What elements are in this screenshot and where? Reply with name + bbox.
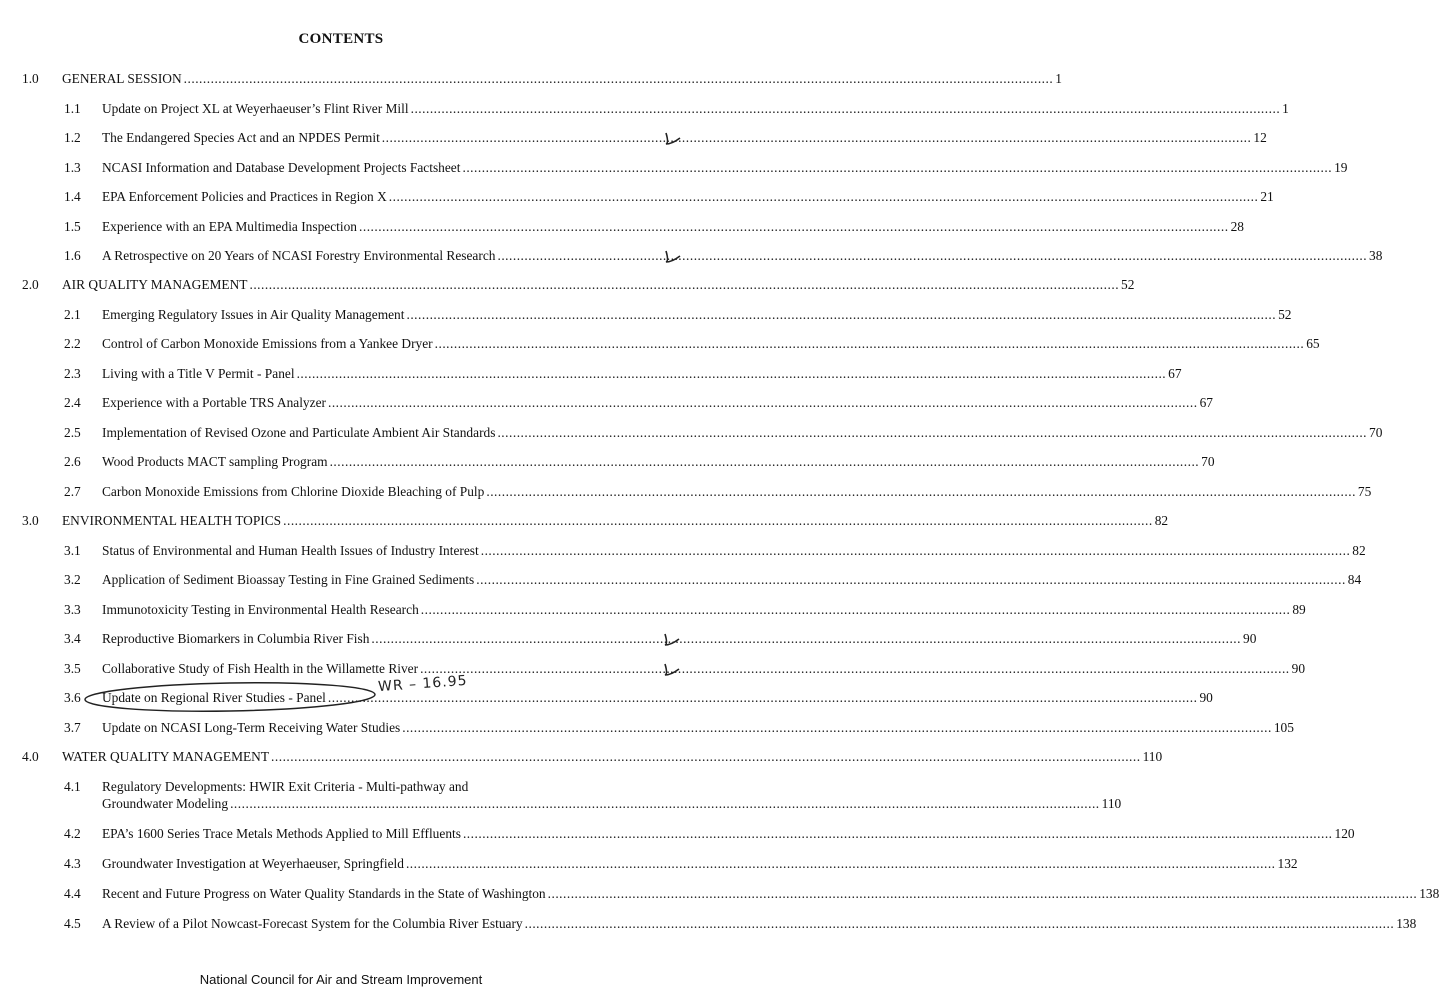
entry-title: Experience with a Portable TRS Analyzer [102,395,326,410]
page-number: 52 [1121,277,1135,292]
entry-title: Reproductive Biomarkers in Columbia River Fish [102,631,370,646]
page-number: 90 [1199,690,1213,705]
toc-entry-1-2 [64,129,1267,146]
page-number: 132 [1277,856,1298,871]
entry-number: 1.4 [64,189,81,204]
dot-leader [328,394,1198,411]
entry-number: 2.6 [64,454,81,469]
page-number: 84 [1347,572,1362,587]
entry-number: 1.2 [64,130,81,145]
dot-leader [297,365,1167,382]
toc-entry-3-4 [64,630,1257,647]
page-number: 110 [1142,749,1163,764]
dot-leader [359,218,1229,235]
entry-number: 1.6 [64,248,81,263]
toc-entry-3-2 [64,571,1362,588]
dot-leader [525,915,1395,932]
dot-leader [389,188,1259,205]
toc-entry-1-3 [64,159,1348,176]
page-number: 110 [1101,796,1122,811]
section-title: AIR QUALITY MANAGEMENT [62,277,248,292]
entry-title: A Review of a Pilot Nowcast-Forecast System for the Columbia River Estuary [102,916,523,931]
entry-number: 3.2 [64,572,81,587]
entry-number: 3.1 [64,543,81,558]
page-number: 1 [1055,71,1062,86]
entry-title: EPA’s 1600 Series Trace Metals Methods Applied to Mill Effluents [102,826,461,841]
toc-section-1-0 [22,70,1062,87]
page-number: 70 [1369,425,1383,440]
entry-number: 1.5 [64,219,81,234]
toc-entry-3-1 [64,542,1366,559]
toc-entry-4-3 [64,855,1298,872]
dot-leader [497,424,1367,441]
entry-number: 3.3 [64,602,81,617]
entry-number: 4.3 [64,856,81,871]
dot-leader [411,100,1281,117]
entry-title: The Endangered Species Act and an NPDES Permit [102,130,380,145]
entry-number: 2.4 [64,395,81,410]
toc-entry-3-5 [64,660,1306,677]
page-number: 65 [1306,336,1320,351]
entry-title: Living with a Title V Permit - Panel [102,366,295,381]
page-number: 1 [1282,101,1289,116]
dot-leader [462,159,1332,176]
page-number: 52 [1278,307,1292,322]
entry-number: 1.3 [64,160,81,175]
page-number: 82 [1154,513,1169,528]
toc-entry-2-1 [64,306,1292,323]
toc-entry-1-1 [64,100,1289,117]
dot-leader [330,453,1200,470]
entry-title: NCASI Information and Database Development Projects Factsheet [102,160,461,175]
entry-title: Update on NCASI Long-Term Receiving Water Studies [102,720,401,735]
toc-entry-2-2 [64,335,1320,352]
entry-title: Update on Regional River Studies - Panel [102,690,326,705]
section-number: 4.0 [22,749,39,764]
toc-entry-1-5 [64,218,1244,235]
entry-number: 4.1 [64,779,81,794]
page-number: 105 [1273,720,1294,735]
handwritten-marks [0,0,682,1000]
section-number: 3.0 [22,513,39,528]
toc-section-4-0 [22,748,1163,765]
dot-leader [476,571,1346,588]
toc-entry-3-7 [64,719,1294,736]
dot-leader [486,483,1356,500]
entry-title-continuation: Groundwater Modeling [102,796,229,811]
entry-title: Recent and Future Progress on Water Quality Standards in the State of Washington [102,886,546,901]
toc-entry-4-2 [64,825,1355,842]
entry-number: 2.3 [64,366,81,381]
dot-leader [420,660,1290,677]
entry-title: Groundwater Investigation at Weyerhaeuser, Springfield [102,856,404,871]
entry-number: 3.6 [64,690,81,705]
page-number: 12 [1253,130,1267,145]
page-title: CONTENTS [298,31,384,47]
dot-leader [402,719,1272,736]
page-number: 38 [1369,248,1383,263]
dot-leader [421,601,1291,618]
dot-leader [548,885,1418,902]
page-number: 19 [1334,160,1348,175]
page-number: 28 [1230,219,1244,234]
dot-leader [184,70,1054,87]
toc-entry-2-7 [64,483,1372,500]
entry-title: Immunotoxicity Testing in Environmental Health Research [102,602,419,617]
section-title: GENERAL SESSION [62,71,182,86]
toc-entry-4-5 [64,915,1417,932]
page-number: 67 [1199,395,1213,410]
entry-number: 2.5 [64,425,81,440]
entry-number: 2.7 [64,484,81,499]
entry-title: Experience with an EPA Multimedia Inspection [102,219,357,234]
page-number: 90 [1243,631,1257,646]
page-number: 120 [1334,826,1355,841]
dot-leader [463,825,1333,842]
page-footer: National Council for Air and Stream Improvement [199,972,483,987]
dot-leader [249,276,1119,293]
entry-title: Control of Carbon Monoxide Emissions from a Yankee Dryer [102,336,433,351]
dot-leader [435,335,1305,352]
toc-entry-3-6 [64,689,1213,706]
page-number: 21 [1260,189,1274,204]
toc-entry-2-6 [64,453,1215,470]
dot-leader [230,795,1100,812]
handwritten-note: WR – 16.95 [377,672,469,696]
entry-number: 4.4 [64,886,81,901]
page-number: 82 [1352,543,1366,558]
entry-title: A Retrospective on 20 Years of NCASI Forestry Environmental Research [102,248,496,263]
entry-title: Application of Sediment Bioassay Testing in Fine Grained Sediments [102,572,475,587]
entry-number: 4.5 [64,916,81,931]
toc-entry-1-6 [64,247,1383,264]
page-number: 70 [1201,454,1215,469]
toc-section-3-0 [22,512,1169,529]
section-number: 2.0 [22,277,39,292]
toc-entry-4-4 [64,885,1439,902]
entry-number: 3.7 [64,720,81,735]
dot-leader [271,748,1141,765]
entry-title: Implementation of Revised Ozone and Particulate Ambient Air Standards [102,425,496,440]
entry-title: Wood Products MACT sampling Program [102,454,328,469]
page-number: 138 [1396,916,1417,931]
entry-title: Emerging Regulatory Issues in Air Quality Management [102,307,405,322]
toc-section-2-0 [22,276,1135,293]
dot-leader [497,247,1367,264]
entry-title: Collaborative Study of Fish Health in the Willamette River [102,661,419,676]
entry-number: 2.2 [64,336,81,351]
entry-number: 3.5 [64,661,81,676]
page-number: 138 [1419,886,1439,901]
toc-entry-3-3 [64,601,1306,618]
dot-leader [371,630,1241,647]
section-title: ENVIRONMENTAL HEALTH TOPICS [62,513,282,528]
dot-leader [382,129,1252,146]
dot-leader [283,512,1153,529]
toc-entry-4-1 [64,778,1122,812]
toc-entry-2-5 [64,424,1383,441]
dot-leader [481,542,1351,559]
entry-title: Status of Environmental and Human Health Issues of Industry Interest [102,543,479,558]
toc-entry-2-4 [64,394,1213,411]
entry-number: 4.2 [64,826,81,841]
entry-number: 1.1 [64,101,81,116]
entry-title-continuation-row [64,795,1122,812]
section-title: WATER QUALITY MANAGEMENT [62,749,270,764]
entry-number: 2.1 [64,307,81,322]
entry-title: Regulatory Developments: HWIR Exit Criteria - Multi-pathway and [102,779,469,794]
dot-leader [406,306,1276,323]
section-number: 1.0 [22,71,39,86]
dot-leader [328,689,1198,706]
entry-title: EPA Enforcement Policies and Practices in Region X [102,189,387,204]
dot-leader [406,855,1276,872]
page-number: 89 [1292,602,1306,617]
page-number: 75 [1357,484,1372,499]
page-number: 67 [1168,366,1182,381]
entry-number: 3.4 [64,631,81,646]
entry-title: Update on Project XL at Weyerhaeuser’s Flint River Mill [102,101,409,116]
entry-title: Carbon Monoxide Emissions from Chlorine Dioxide Bleaching of Pulp [102,484,485,499]
toc-entry-1-4 [64,188,1274,205]
toc-entry-2-3 [64,365,1182,382]
page-number: 90 [1291,661,1306,676]
